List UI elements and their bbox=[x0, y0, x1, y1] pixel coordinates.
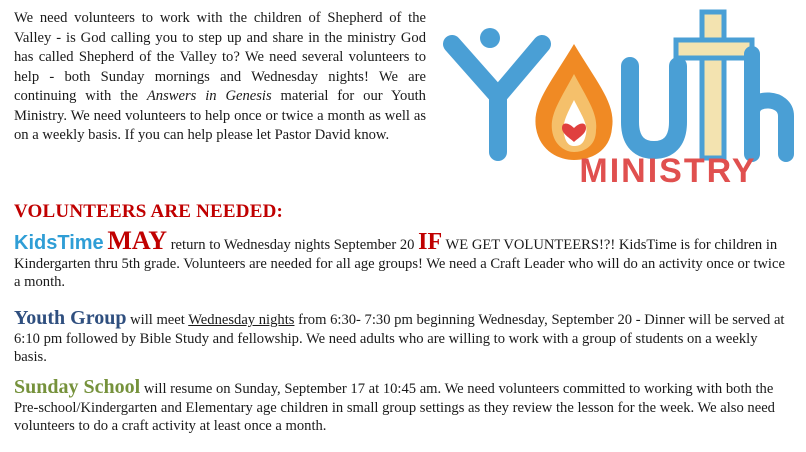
kidstime-title: KidsTime bbox=[14, 232, 104, 254]
logo-y-dot bbox=[480, 28, 500, 48]
youth-group-text-1: will meet bbox=[126, 312, 189, 328]
if-word: IF bbox=[418, 229, 443, 255]
intro-italic-title: Answers in Genesis bbox=[146, 88, 272, 104]
logo-ministry-text: MINISTRY bbox=[579, 152, 757, 188]
youth-group-section bbox=[14, 309, 794, 367]
sunday-school-title: Sunday School bbox=[14, 376, 141, 398]
youth-ministry-logo bbox=[440, 4, 800, 188]
logo-flame-icon bbox=[535, 44, 612, 160]
logo-h-letter bbox=[752, 54, 786, 154]
sunday-school-section bbox=[14, 378, 794, 436]
intro-text-1: We need volunteers to work with the children of Shepherd of the Valley - is God calling you to step up and share in the ministry God has called Shepherd of the Valley to? We need several volunteers to help - both Sunday mornings and Wednesday nights! We are continuing with the bbox=[14, 10, 426, 104]
intro-text-2: material for our Youth Ministry. We need volunteers to help once or twice a month as well as on a weekly basis. If you can help please let Pastor David know. bbox=[14, 88, 426, 143]
kidstime-text-1: return to Wednesday nights September 20 bbox=[167, 237, 419, 253]
kidstime-section bbox=[14, 226, 794, 292]
youth-group-title: Youth Group bbox=[14, 307, 127, 329]
sunday-school-text: will resume on Sunday, September 17 at 10:45 am. We need volunteers committed to working with both the Pre-school/Kindergarten and Elementary age children in small group settings as they review the lesson for the week. We also need volunteers to do a craft activity at least once a month. bbox=[14, 381, 775, 434]
kidstime-text-2: WE GET VOLUNTEERS!?! KidsTime is for children in Kindergarten thru 5th grade. Volunteers are needed for all age groups! We need a Craft Leader who will do an activity once or twice a month. bbox=[14, 237, 785, 290]
logo-y-letter bbox=[452, 44, 542, 152]
volunteers-heading: VOLUNTEERS ARE NEEDED: bbox=[14, 201, 284, 222]
logo-u-letter bbox=[630, 66, 678, 150]
intro-paragraph bbox=[14, 9, 426, 146]
youth-group-underlined: Wednesday nights bbox=[188, 312, 295, 328]
may-word: MAY bbox=[107, 226, 168, 255]
youth-group-text-2: from 6:30- 7:30 pm beginning Wednesday, September 20 - Dinner will be served at 6:10 pm followed by Bible Study and fellowship. We need adults who are willing to work with a group of students on a weekly basis. bbox=[14, 312, 785, 365]
logo-cross-icon bbox=[676, 12, 752, 158]
